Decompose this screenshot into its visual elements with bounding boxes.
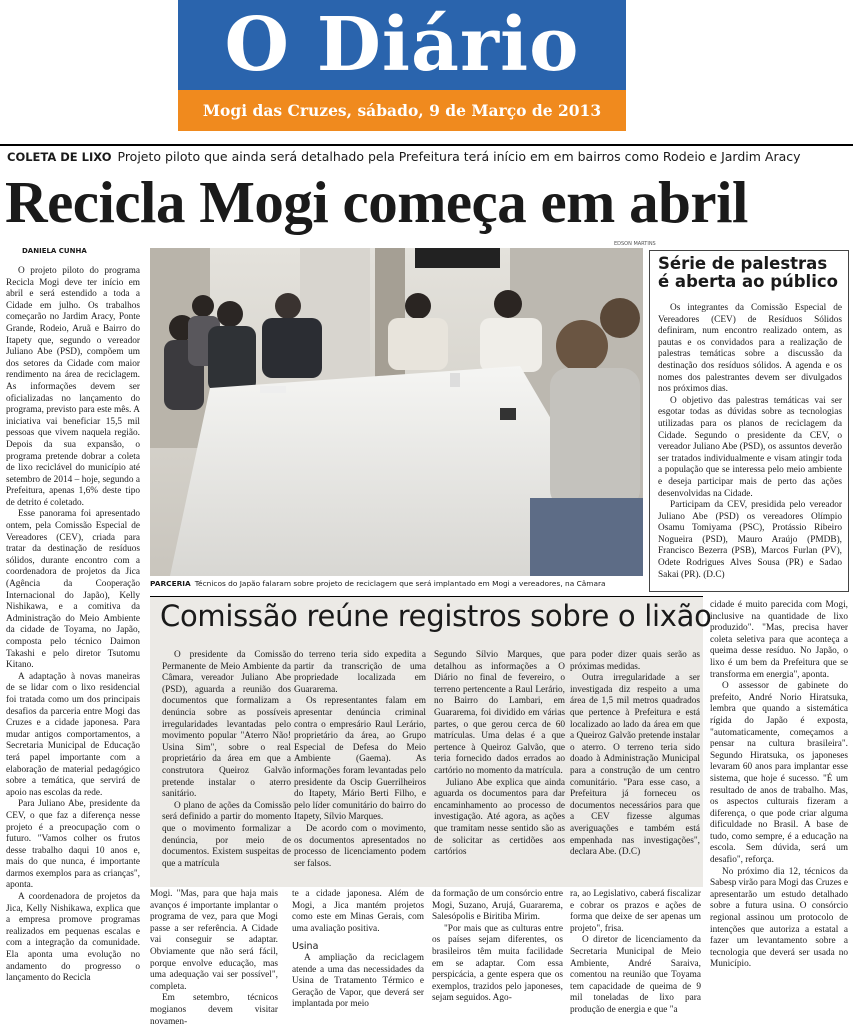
main-story-bottom-column-3 <box>432 889 563 1021</box>
paragraph: No próximo dia 12, técnicos da Sabesp virão para Mogi das Cruzes e apresentarão um estudo detalhado sobre a futura usina. O consórcio regional assinou um protocolo de intenções que autoriza a estatal a fazer um levantamento sobre a tecnologia que deverá ser usada no Município. <box>710 866 848 970</box>
paragraph: O plano de ações da Comissão será definido a partir do momento que o movimento formalizar a denúncia, por meio de documentos. Existem suspeitas de que a matrícula <box>162 800 291 869</box>
paragraph: te a cidade japonesa. Além de Mogi, a Jica mantém projetos como este em Minas Gerais, com uma avaliação positiva. <box>292 889 424 934</box>
second-story-divider <box>150 596 703 597</box>
paragraph: Mogi. "Mas, para que haja mais avanços é importante implantar o programa de vez, para que Mogi passe a ser referência. A Cidade vai conseguir se adaptar. Obviamente que não será fácil, porque envolve educação, mas uma adequação vai ser possível", completa. <box>150 889 278 992</box>
paragraph: da formação de um consórcio entre Mogi, Suzano, Arujá, Guararema, Salesópolis e Biritiba Mirim. <box>432 889 563 923</box>
sidebar-headline: Série de palestras é aberta ao público <box>658 254 838 291</box>
paragraph: Esse panorama foi apresentado ontem, pela Comissão Especial de Vereadores (CEV), criada para tratar da destinação de resíduos sólidos, durante encontro com a coordenadora de projetos da Jica (Agência da Cooperação Internacional do Japão), Kelly Nishikawa, e a comitiva da Administração do Meio Ambiente da cidade de Toyama, no Japão, composta pelo técnico Daimon Takashi e pelo diretor Tsutomu Kitano. <box>6 509 140 671</box>
subheading-usina: Usina <box>292 941 319 953</box>
paragraph: Para Juliano Abe, presidente da CEV, o que faz a diferença nesse projeto é a preocupação com o futuro. "Vamos colher os frutos desse trabalho daqui 10 anos e, mais do que nunca, é importante darmos exemplos para as crianças", aponta. <box>6 799 140 891</box>
top-divider <box>0 144 853 146</box>
masthead <box>178 0 626 131</box>
second-story-column-a <box>162 650 291 882</box>
caption-label: PARCERIA <box>150 579 191 588</box>
paragraph: Os integrantes da Comissão Especial de Vereadores (CEV) de Resíduos Sólidos definiram, num encontro realizado ontem, as pautas e os convidados para a realização de palestras temáticas sobre a discussão da destinação dos resíduos sólidos. A agenda e os nomes dos palestrantes devem ser divulgados nos próximos dias. <box>658 303 842 395</box>
paragraph: O projeto piloto do programa Recicla Mogi deve ter início em abril e será estendido a toda a Cidade em julho. Os trabalhos começarão no Jardim Aracy, Ponte Grande, Rodeio, Aruã e Bairro do Itapety que, segundo o vereador Juliano Abe (PSD), compõem um dos setores da Cidade com maior rendimento na área de reciclagem. As informações devem ser oficializadas no lançamento do programa, previsto para este mês. A iniciativa vai beneficiar 15,5 mil pessoas que vivem naquela região. Depois da sua expansão, o programa pretende dobrar a coleta de lixo reciclável do município até setembro de 2014 – hoje, segundo a Prefeitura, apenas 1,6% deste tipo de detrito é coletado. <box>6 266 140 508</box>
second-story-column-c <box>434 650 565 882</box>
paragraph: Segundo Sílvio Marques, que detalhou as informações a O Diário no final de fevereiro, o terreno pertencente a Raul Lerário, no Bairro do Lambari, em Guararema, foi dividido em várias partes, o que gerou cerca de 60 matrículas. Uma delas é a que pertence à Queiroz Galvão, que teria fornecido dados errados ao cartório no momento da matrícula. <box>434 650 565 776</box>
paragraph: Os representantes falam em apresentar denúncia criminal contra o empresário Raul Lerário, proprietário da área, ao Grupo Especial de Defesa do Meio Ambiente (Gaema). As informações foram levantadas pelo presidente da Oscip Guerrilheiros do Itapety, Mário Berti Filho, e pelo líder comunitário do bairro do Itapety, Sílvio Marques. <box>294 696 426 823</box>
paragraph: Juliano Abe explica que ainda aguarda os documentos para dar encaminhamento ao processo de investigação. Até agora, as ações que tramitam nesse sentido são as de solicitar as certidões aos cartórios <box>434 777 565 858</box>
meeting-photo-illustration <box>150 248 643 576</box>
paragraph: "Por mais que as culturas entre os países sejam diferentes, os brasileiros têm muita facilidade em se adaptar. Com essa perspicácia, a gente espera que os exemplos, trazidos pelo japoneses, sejam seguidos. Ago- <box>432 923 563 1004</box>
photo-credit: EDSON MARTINS <box>614 241 656 247</box>
paragraph: para poder dizer quais serão as próximas medidas. <box>570 650 700 672</box>
paragraph: Participam da CEV, presidida pelo vereador Juliano Abe (PSD) os vereadores Olímpio Osamu Tomiyama (PSC), Protássio Ribeiro Nogueira (PSD), Mauro Araújo (PMDB), Francisco Bezerra (PSB), Marcos Furlan (PV), Odete Rodrigues Alves Sousa (PR) e Sadao Sakai (PR). (D.C) <box>658 500 842 580</box>
paragraph: A coordenadora de projetos da Jica, Kelly Nishikawa, explica que a empresa promove programas realizados em pequenas escalas e com a integração da comunidade. Ela aponta uma evolução no andamento do progresso o lançamento do Recicla <box>6 892 140 984</box>
paragraph: De acordo com o movimento, os documentos apresentados no processo de licenciamento podem ser falsos. <box>294 823 426 869</box>
paragraph: Em setembro, técnicos mogianos devem visitar novamen- <box>150 993 278 1027</box>
section-label: COLETA DE LIXO <box>7 150 112 164</box>
paragraph: Outra irregularidade a ser investigada diz respeito a uma área de 1,5 mil metros quadrados que pertence à Prefeitura e está localizado ao lado da área em que a Queiroz Galvão pretende instalar o aterro. O terreno teria sido doado à Administração Municipal para a construção de um centro comunitário. "Para esse caso, a Prefeitura já forneceu os documentos necessários para que a CEV fizesse algumas averiguações e também está empenhada nas investigações", declara Abe. (D.C) <box>570 673 700 858</box>
paragraph: A ampliação da reciclagem atende a uma das necessidades da Usina de Tratamento Térmico e Geração de Vapor, que deverá ser implantada por meio <box>292 952 424 1010</box>
masthead-title-bar <box>178 0 626 90</box>
paragraph: O objetivo das palestras temáticas vai ser esgotar todas as dúvidas sobre as tecnologias utilizadas para os planos de reciclagem da Cidade. Segundo o presidente da CEV, o vereador Juliano Abe (PSD), os assuntos deverão ser tratados individualmente e visam atingir toda a população que se interessa pelo meio ambiente e deseja participar mais de perto das ações desenvolvidas na Cidade. <box>658 395 842 499</box>
newspaper-title: O Diário <box>224 2 580 88</box>
byline: DANIELA CUNHA <box>22 247 87 255</box>
main-story-bottom-column-4 <box>570 889 701 1021</box>
paragraph: O presidente da Comissão Permanente de Meio Ambiente da Câmara, vereador Juliano Abe (PSD), aguarda a reunião dos documentos que formalizam a denúncia sobre as possíveis irregularidades levantadas pelo movimento popular "Aterro Não! Usina Sim", sobre o real proprietário da área em que a construtora Queiroz Galvão pretende instalar o aterro sanitário. <box>162 650 291 800</box>
paragraph: do terreno teria sido expedita a partir da transcrição de uma propriedade localizada em Guararema. <box>294 650 426 695</box>
page-headline: Recicla Mogi começa em abril <box>5 169 748 235</box>
main-story-bottom-column-2 <box>292 889 424 1021</box>
caption-text: Técnicos do Japão falaram sobre projeto de reciclagem que será implantado em Mogi a vereadores, na Câmara <box>194 579 606 588</box>
main-story-right-column <box>710 600 848 1020</box>
sidebar-box <box>649 250 849 592</box>
meeting-photo <box>150 248 643 576</box>
second-story-headline: Comissão reúne registros sobre o lixão <box>160 599 712 633</box>
paragraph: O assessor de gabinete do prefeito, André Norio Hiratsuka, lembra que quando a sistemática rígida do Japão é exposta, "automaticamente, começamos a pensar na cultura brasileira". Segundo Hiratsuka, os japoneses levaram 60 anos para implantar esse sistema, que hoje é sucesso. "É um resultado de anos de trabalho. Mas, os aspectos culturais fizeram a diferença, o que pode criar alguma dificuldade no Brasil. A base de tudo, como sempre, é a educação na escola. Sem dúvida, será um desafio", reforça. <box>710 681 848 866</box>
paragraph: ra, ao Legislativo, caberá fiscalizar e cobrar os prazos e ações de forma que deixe de ser apenas um projeto", frisa. <box>570 889 701 934</box>
second-story-column-d <box>570 650 700 882</box>
second-story-column-b <box>294 650 426 882</box>
kicker-text: Projeto piloto que ainda será detalhado pela Prefeitura terá início em em bairros como Rodeio e Jardim Aracy <box>117 149 801 164</box>
photo-caption <box>150 579 645 588</box>
sidebar-body <box>658 303 842 581</box>
paragraph: A adaptação à novas maneiras de se lidar com o lixo residencial foi tratada como um dos principais desafios da parceria entre Mogi das Cruzes e a cidade japonesa. Para mudar antigos comportamentos, a Secretaria Municipal de Educação terá papel importante com a elaboração de material pedagógico sobre a temática, que servirá de apoio nas escolas da rede. <box>6 671 140 798</box>
paragraph: O diretor de licenciamento da Secretaria Municipal de Meio Ambiente, André Saraiva, comentou na reunião que Toyama tem capacidade de queima de 9 mil toneladas de lixo para produção de energia e que "a <box>570 935 701 1015</box>
edition-date: Mogi das Cruzes, sábado, 9 de Março de 2013 <box>202 101 602 120</box>
main-story-bottom-column-1 <box>150 889 278 1027</box>
paragraph: cidade é muito parecida com Mogi, inclusive na quantidade de lixo produzido". "Mas, precisa haver coleta seletiva para que aconteça a queima desse resíduo. No Japão, o lixo é um bem da Prefeitura que se transforma em energia", aponta. <box>710 600 848 680</box>
masthead-date-bar <box>178 90 626 131</box>
kicker <box>7 149 801 164</box>
main-story-column-1 <box>6 266 140 984</box>
